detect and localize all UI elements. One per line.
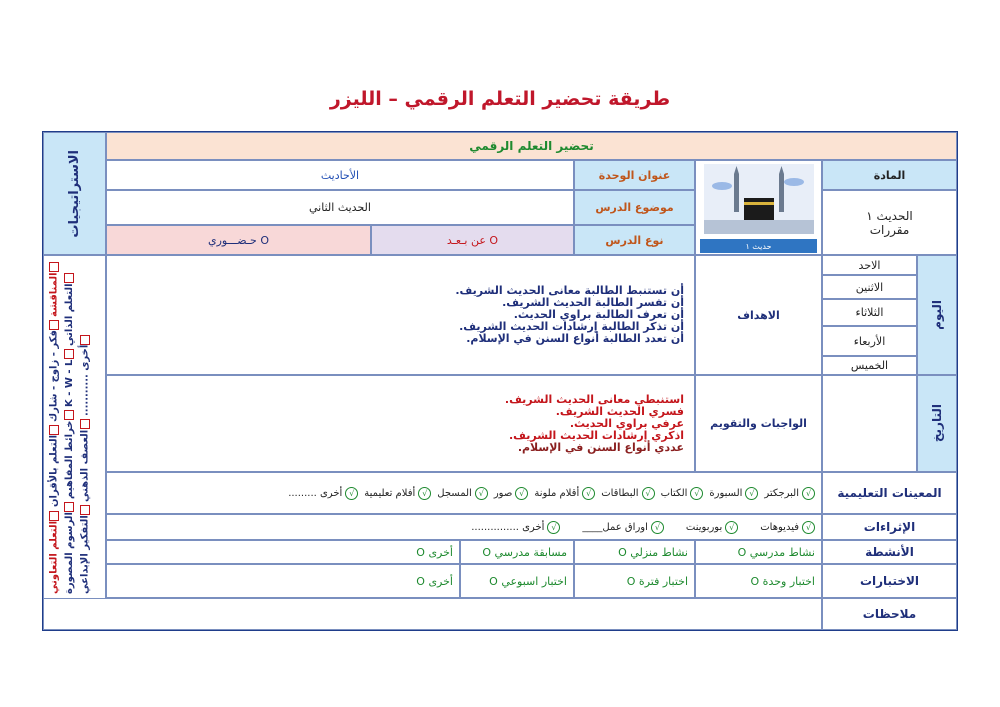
- day-cell[interactable]: [822, 356, 917, 375]
- resource-item[interactable]: √ أخرى .........: [288, 487, 358, 500]
- homework-list: [505, 394, 684, 454]
- unit-label-cell: [574, 160, 695, 190]
- homework-content-cell: [106, 375, 695, 472]
- subject-label: المادة: [873, 168, 906, 182]
- topic-value-cell: [106, 190, 574, 225]
- activity-cell[interactable]: [695, 540, 822, 564]
- date-header: [917, 375, 957, 472]
- objectives-list: [455, 285, 684, 345]
- strategy-item[interactable]: التعلم التعاوني: [47, 511, 62, 594]
- test-option[interactable]: اختبار اسبوعي O: [489, 574, 567, 588]
- resource-item[interactable]: √ البرجكتر: [764, 487, 815, 500]
- check-icon: √: [745, 487, 758, 500]
- day-label: اليوم: [930, 300, 944, 330]
- resource-item[interactable]: √ أفلام تعليمية: [364, 487, 431, 500]
- enrichment-content-cell: [106, 514, 822, 540]
- activity-cell[interactable]: [106, 540, 460, 564]
- activity-option[interactable]: نشاط مدرسي O: [737, 545, 815, 559]
- type-inperson-cell[interactable]: [106, 225, 371, 255]
- type-label: نوع الدرس: [605, 233, 664, 247]
- objectives-label-cell: [695, 255, 822, 375]
- unit-value-cell: [106, 160, 574, 190]
- test-option[interactable]: أخرى O: [416, 574, 453, 588]
- homework-item: استنبطي معانى الحديث الشريف.: [504, 392, 684, 406]
- homework-item: فسري الحديث الشريف.: [555, 404, 684, 418]
- objective-item: أن تعرف الطالبة براوي الحديث.: [513, 308, 684, 321]
- check-icon: √: [802, 487, 815, 500]
- day-name: الاثنين: [855, 280, 884, 294]
- day-name: الثلاثاء: [855, 306, 884, 319]
- notes-label: ملاحظات: [862, 607, 917, 621]
- resources-label-cell: [822, 472, 957, 514]
- check-icon: √: [690, 487, 703, 500]
- resource-item[interactable]: √ البطاقات: [601, 487, 654, 500]
- test-option[interactable]: اختبار فترة O: [626, 574, 688, 588]
- strategies-header: [43, 132, 106, 255]
- homework-item: عددي أنواع السنن في الإسلام.: [517, 440, 684, 454]
- check-icon: √: [651, 521, 664, 534]
- homework-label-cell: [695, 375, 822, 472]
- strategies-label: الاستراتيجيات: [67, 149, 82, 238]
- topic-value: الحديث الثاني: [309, 201, 371, 214]
- test-cell[interactable]: [574, 564, 695, 598]
- enrichment-label-cell: [822, 514, 957, 540]
- enrichment-item[interactable]: √ فيديوهات: [760, 521, 815, 534]
- date-cell[interactable]: [822, 375, 917, 472]
- strategy-item[interactable]: K - W - L: [62, 349, 77, 406]
- day-cell[interactable]: [822, 326, 917, 356]
- resource-item[interactable]: √ أقلام ملونة: [534, 487, 595, 500]
- section-title-cell: [106, 132, 957, 160]
- strategy-item[interactable]: خرائط المفاهيم: [62, 410, 77, 499]
- strategy-item[interactable]: التعلم الذاتي: [62, 273, 77, 346]
- resources-content-cell: [106, 472, 822, 514]
- strategy-item[interactable]: المناقشة: [47, 262, 62, 317]
- activity-cell[interactable]: [574, 540, 695, 564]
- test-option[interactable]: اختبار وحدة O: [750, 574, 815, 588]
- unit-label: عنوان الوحدة: [598, 168, 671, 182]
- test-cell[interactable]: [106, 564, 460, 598]
- enrichment-item[interactable]: √ اوراق عمل____: [582, 521, 663, 534]
- tests-label-cell: [822, 564, 957, 598]
- image-caption: حديث ١: [745, 241, 772, 251]
- check-icon: √: [475, 487, 488, 500]
- check-icon: √: [418, 487, 431, 500]
- day-name: الأربعاء: [853, 334, 886, 348]
- day-cell[interactable]: [822, 275, 917, 299]
- enrichment-item[interactable]: √ أخرى ...............: [471, 521, 560, 534]
- enrichment-label: الإثراءات: [863, 520, 916, 534]
- subject-value-sub: مقررات: [869, 222, 910, 237]
- homework-item: عرفي براوي الحديث.: [569, 416, 684, 430]
- resource-item[interactable]: √ الكتاب: [661, 487, 704, 500]
- homework-item: اذكري إرشادات الحديث الشريف.: [508, 428, 684, 442]
- activities-label-cell: [822, 540, 957, 564]
- day-name: الخميس: [850, 359, 889, 372]
- strategy-item[interactable]: فكر - زاوج - شارك: [47, 320, 62, 422]
- activity-cell[interactable]: [460, 540, 574, 564]
- check-icon: √: [582, 487, 595, 500]
- check-icon: √: [802, 521, 815, 534]
- unit-value: الأحاديث: [320, 168, 360, 182]
- strategy-item[interactable]: الرسوم المصورة: [62, 502, 77, 594]
- activity-option[interactable]: نشاط منزلي O: [618, 545, 688, 559]
- type-remote-cell[interactable]: [371, 225, 574, 255]
- check-icon: √: [642, 487, 655, 500]
- strategy-item[interactable]: أخرى ...........: [78, 335, 93, 416]
- kaaba-image: [704, 164, 814, 234]
- lesson-image-cell: [695, 160, 822, 255]
- homework-label: الواجبات والتقويم: [710, 417, 807, 430]
- strategy-item[interactable]: التفكير الإبداعي: [78, 505, 93, 594]
- check-icon: √: [515, 487, 528, 500]
- day-cell[interactable]: [822, 255, 917, 275]
- page-title: طريقة تحضير التعلم الرقمي – الليزر: [329, 88, 671, 110]
- test-cell[interactable]: [460, 564, 574, 598]
- section-title: تحضير التعلم الرقمي: [469, 139, 594, 153]
- topic-label: موضوع الدرس: [595, 201, 674, 214]
- date-label: التاريخ: [930, 404, 944, 443]
- notes-label-cell: [822, 598, 957, 630]
- activity-option[interactable]: مسابقة مدرسي O: [482, 545, 567, 559]
- activity-option[interactable]: أخرى O: [416, 545, 453, 559]
- check-icon: √: [345, 487, 358, 500]
- resource-item[interactable]: √ السبورة: [709, 487, 758, 500]
- notes-content-cell[interactable]: [43, 598, 822, 630]
- resource-item[interactable]: √ المسجل: [437, 487, 488, 500]
- subject-value-cell: [822, 190, 957, 255]
- objective-item: أن تستنبط الطالبة معانى الحديث الشريف.: [455, 284, 684, 297]
- type-label-cell: [574, 225, 695, 255]
- strategies-list: [44, 258, 106, 598]
- objectives-label: الاهداف: [737, 308, 780, 322]
- tests-label: الاختبارات: [859, 574, 920, 588]
- type-inperson-option[interactable]: حـضـــوري O: [208, 233, 269, 247]
- test-cell[interactable]: [695, 564, 822, 598]
- day-header: [917, 255, 957, 375]
- subject-label-cell: [822, 160, 957, 190]
- objectives-content-cell: [106, 255, 695, 375]
- day-cell[interactable]: [822, 299, 917, 326]
- objective-item: أن تعدد الطالبة أنواع السنن في الإسلام.: [466, 332, 684, 345]
- strategy-item[interactable]: العصف الذهني: [78, 420, 93, 502]
- activities-label: الأنشطة: [865, 545, 914, 559]
- check-icon: √: [547, 521, 560, 534]
- enrichment-item[interactable]: √ بوربوينت: [686, 521, 738, 534]
- topic-label-cell: [574, 190, 695, 225]
- resource-item[interactable]: √ صور: [494, 487, 529, 500]
- image-caption-bar: [700, 239, 817, 253]
- strategy-item[interactable]: التعلم بالأقران: [47, 425, 62, 507]
- check-icon: √: [725, 521, 738, 534]
- objective-item: أن تفسر الطالبة الحديث الشريف.: [502, 296, 684, 309]
- day-name: الاحد: [858, 258, 881, 272]
- objective-item: أن تذكر الطالبة إرشادات الحديث الشريف.: [459, 320, 684, 333]
- subject-value: الحديث ١: [866, 208, 913, 223]
- resources-label: المعينات التعليمية: [837, 486, 942, 500]
- type-remote-option[interactable]: عن بـعـد O: [446, 233, 499, 247]
